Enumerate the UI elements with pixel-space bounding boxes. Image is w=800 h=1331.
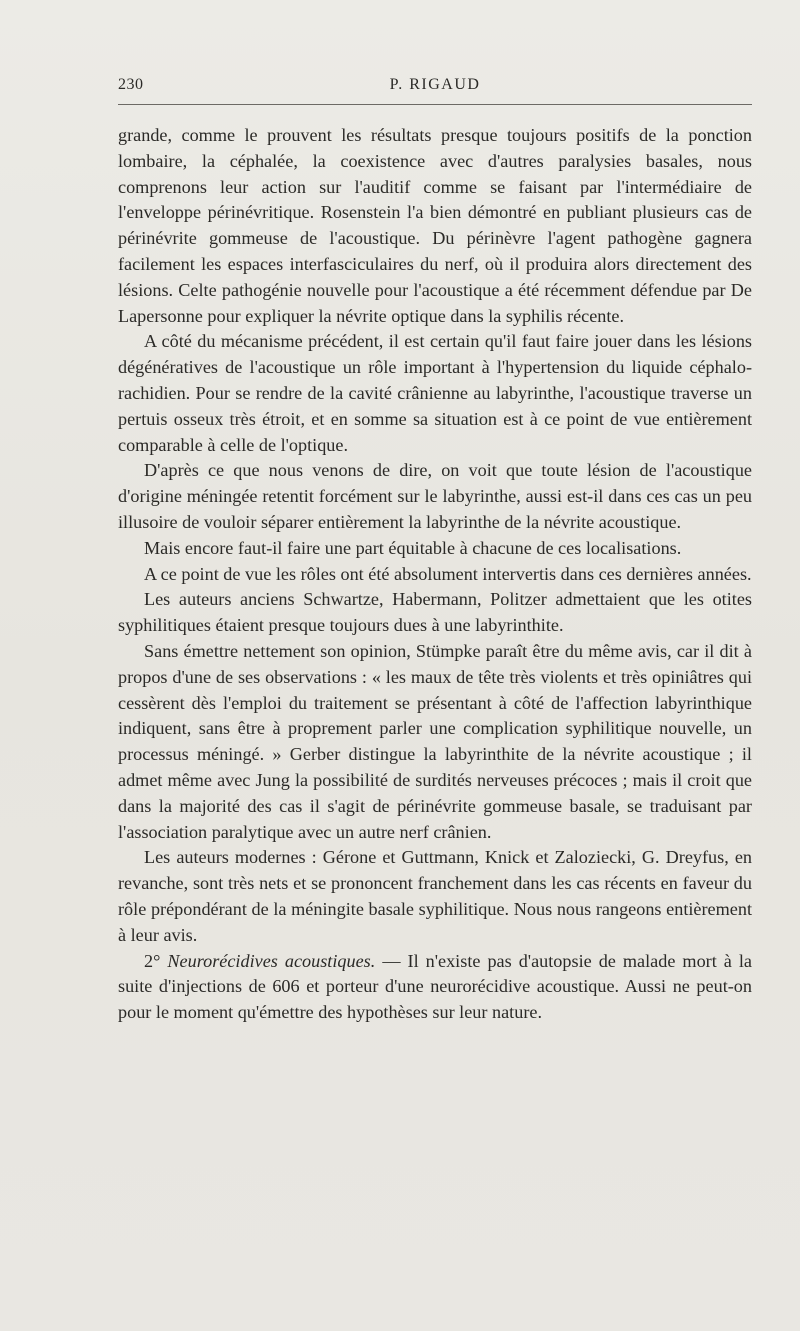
section-number: 2° (144, 950, 161, 971)
paragraph: Les auteurs anciens Schwartze, Habermann, Politzer admettaient que les otites syphilitiques étaient presque toujours dues à une labyrinthite. (118, 589, 752, 636)
body-text (118, 123, 752, 1026)
paragraph: A côté du mécanisme précédent, il est certain qu'il faut faire jouer dans les lésions dégénératives de l'acoustique un rôle important à l'hypertension du liquide céphalo-rachidien. Pour se rendre de la cavité crânienne au labyrinthe, l'acoustique traverse un pertuis osseux très étroit, et en somme sa situation est à ce point de vue entièrement comparable à celle de l'optique. (118, 331, 752, 455)
paragraph: Les auteurs modernes : Gérone et Guttmann, Knick et Zaloziecki, G. Dreyfus, en revanche, sont très nets et se prononcent franchement dans les cas récents en faveur du rôle prépondérant de la méningite basale syphilitique. Nous nous rangeons entièrement à leur avis. (118, 847, 752, 945)
paragraph: D'après ce que nous venons de dire, on voit que toute lésion de l'acoustique d'origine méningée retentit forcément sur le labyrinthe, aussi est-il dans ces cas un peu illusoire de vouloir séparer entièrement la labyrinthe de la névrite acoustique. (118, 460, 752, 532)
paragraph: Mais encore faut-il faire une part équitable à chacune de ces localisations. (144, 537, 682, 558)
paragraph: A ce point de vue les rôles ont été absolument intervertis dans ces dernières années. (144, 563, 752, 584)
running-head: P. RIGAUD (389, 76, 481, 93)
section-title: Neurorécidives acoustiques. (167, 950, 376, 971)
section-text: — Il n'existe pas d'autopsie de malade mort à la suite d'injections de 606 et porteur d'une neurorécidive acoustique. Aussi ne peut-on pour le moment qu'émettre des hypothèses sur leur nature. (118, 950, 753, 1023)
header-rule (118, 104, 752, 105)
section-paragraph (118, 949, 752, 1026)
page-header (118, 76, 752, 100)
paragraph: grande, comme le prouvent les résultats presque toujours positifs de la ponction lombaire, la céphalée, la coexistence avec d'autres paralysies basales, nous comprenons leur action sur l'auditif comme se faisant par l'intermédiaire de l'enveloppe périnévritique. Rosenstein l'a bien démontré en publiant plusieurs cas de périnévrite gommeuse de l'acoustique. Du périnèvre l'agent pathogène gagnera facilement les espaces interfasciculaires du nerf, où il produira alors directement des lésions. Celte pathogénie nouvelle pour l'acoustique a été récemment défendue par De Lapersonne pour expliquer la névrite optique dans la syphilis récente. (118, 125, 752, 326)
page-number: 230 (118, 76, 144, 93)
paragraph: Sans émettre nettement son opinion, Stümpke paraît être du même avis, car il dit à propos d'une de ses observations : « les maux de tête très violents et très opiniâtres qui cessèrent dès l'emploi du traitement se présentant à côté de l'affection labyrinthique indiquent, sans être à proprement parler une complication syphilitique nouvelle, un processus méningé. » Gerber distingue la labyrinthite de la névrite acoustique ; il admet même avec Jung la possibilité de surdités nerveuses précoces ; mais il croit que dans la majorité des cas il s'agit de périnévrite gommeuse basale, se traduisant par l'association paralytique avec un autre nerf crânien. (118, 640, 752, 842)
